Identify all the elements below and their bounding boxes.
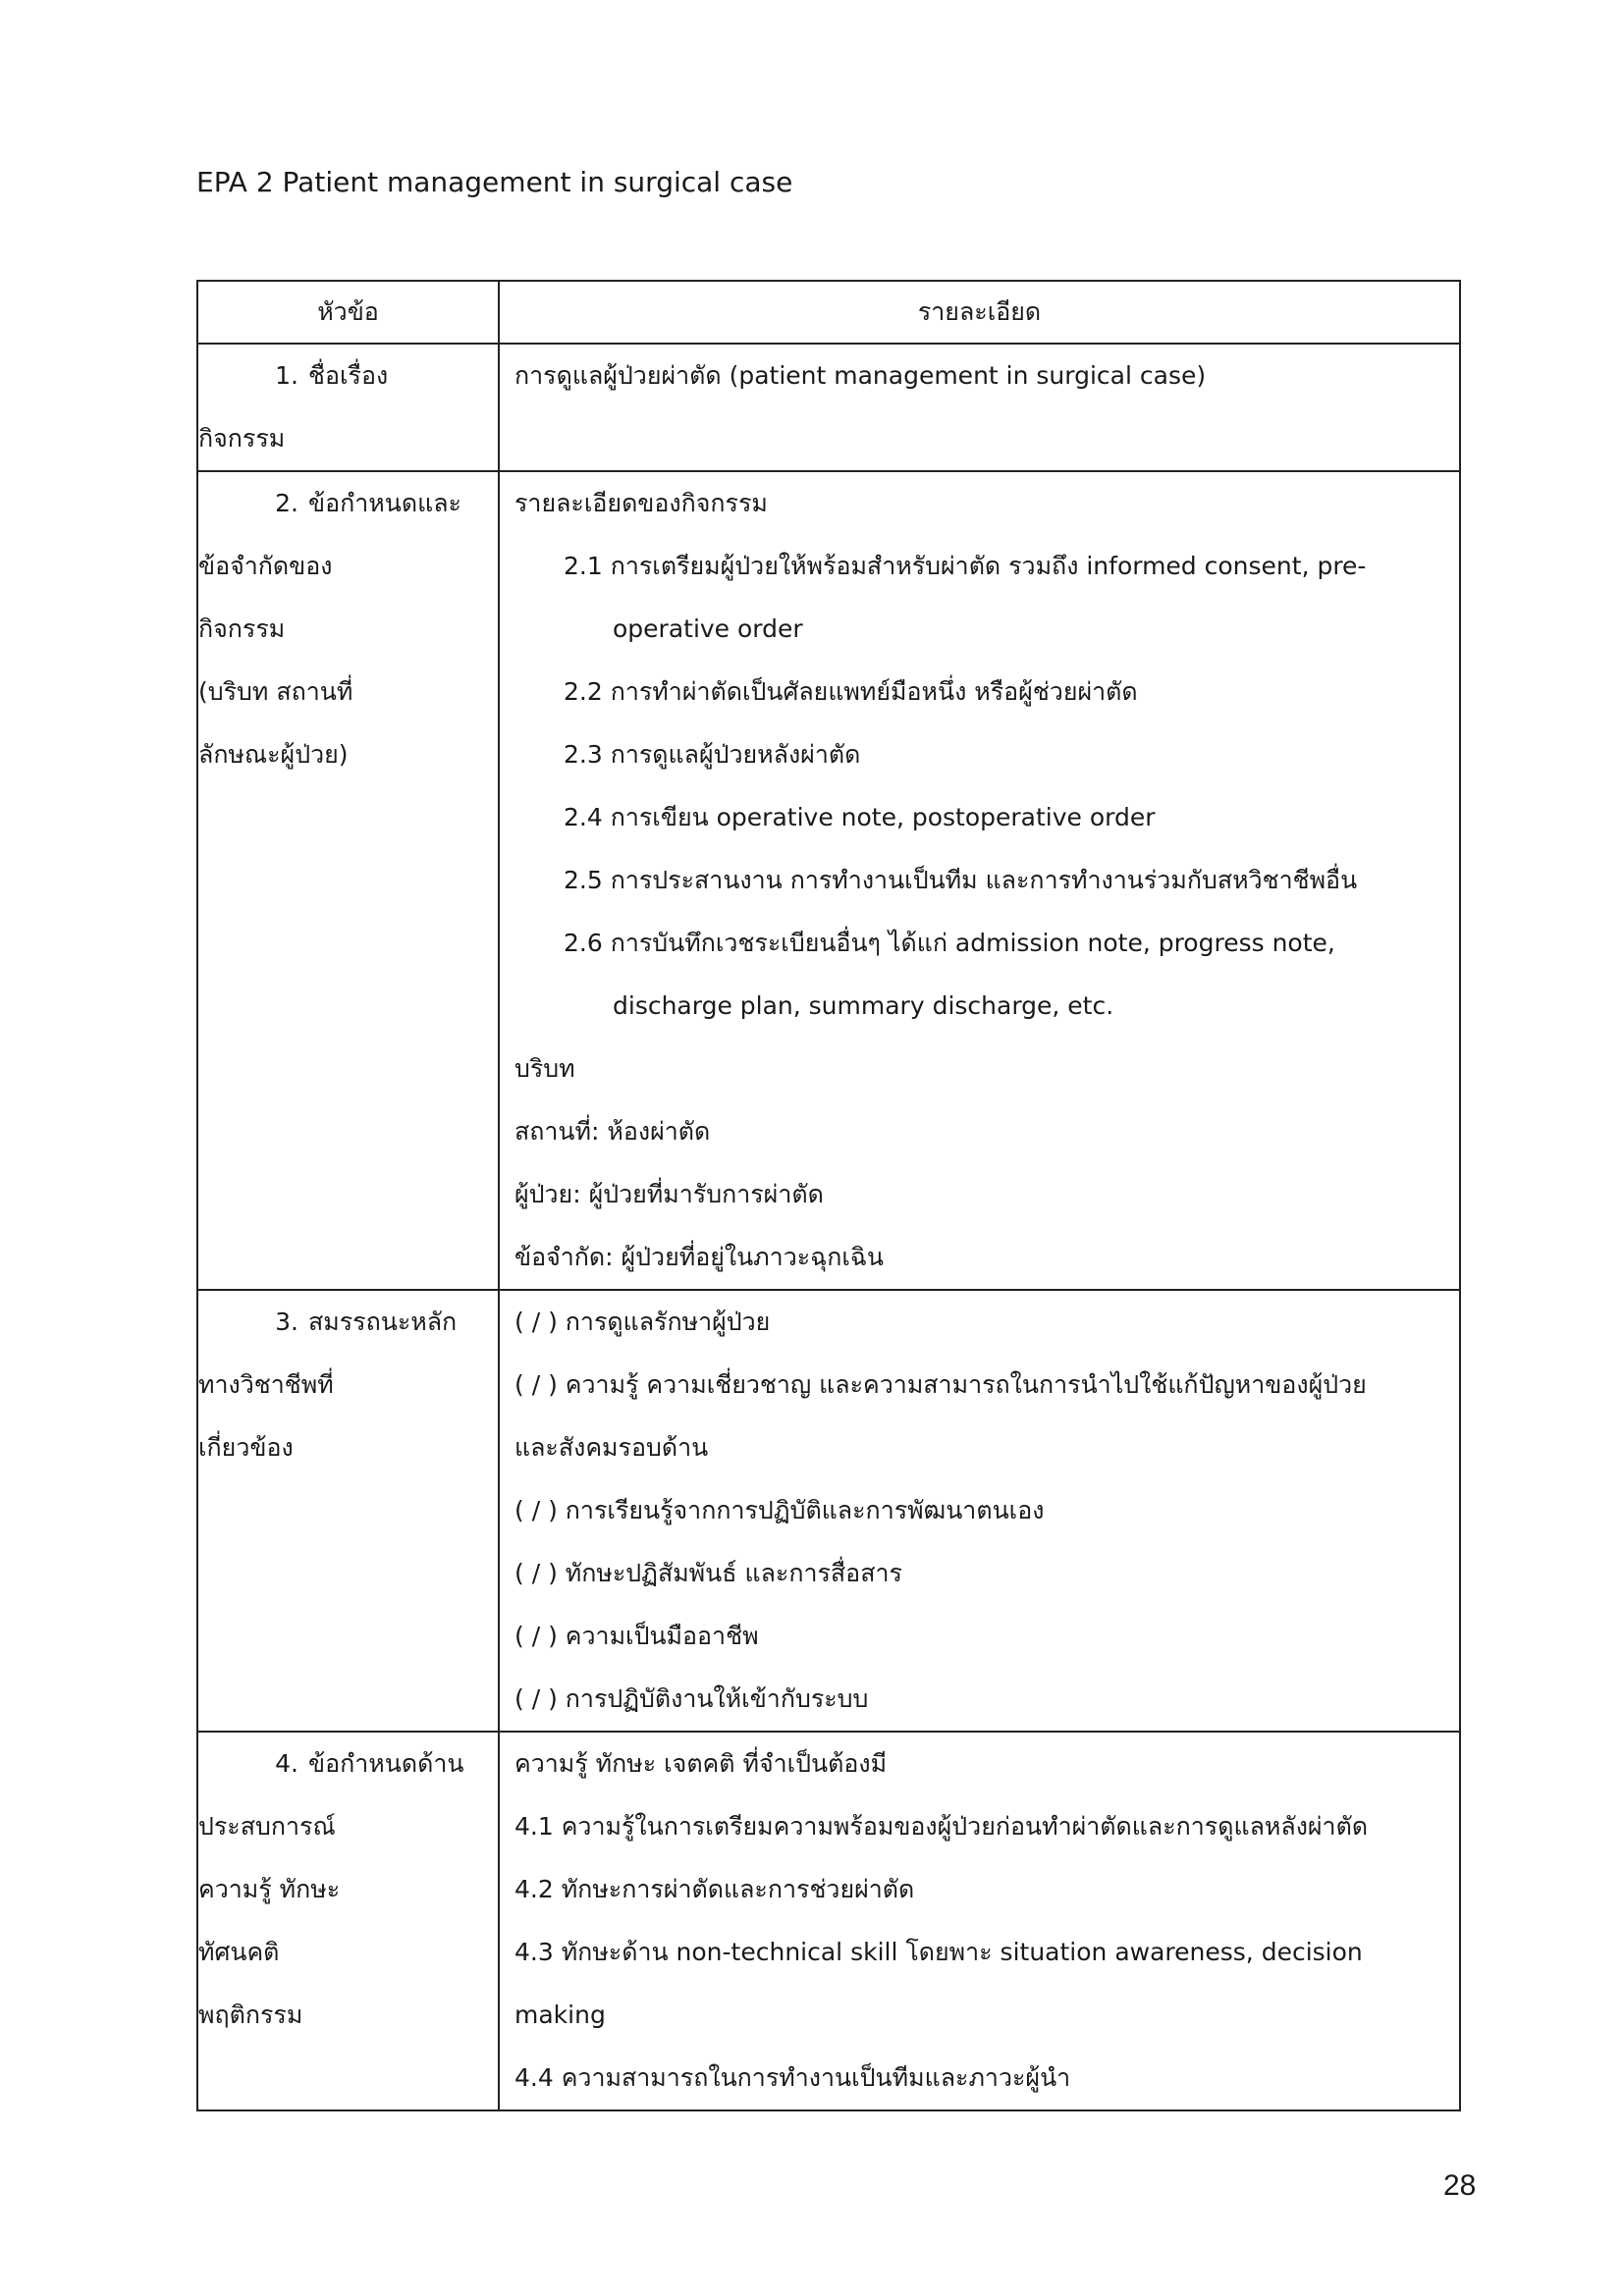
table-header-row — [197, 281, 1460, 344]
table-row — [197, 344, 1460, 471]
topic-first-line — [198, 1291, 498, 1354]
header-topic: หัวข้อ — [197, 281, 499, 344]
detail-line: ผู้ป่วย: ผู้ป่วยที่มารับการผ่าตัด — [514, 1180, 824, 1208]
topic-text: พฤติกรรม — [198, 2001, 303, 2029]
table-row — [197, 1290, 1460, 1732]
detail-line: ( / ) การเรียนรู้จากการปฏิบัติและการพัฒนาตนเอง — [514, 1496, 1045, 1524]
detail-line: การดูแลผู้ป่วยผ่าตัด (patient management in surgical case) — [514, 361, 1207, 390]
detail-line: รายละเอียดของกิจกรรม — [514, 489, 768, 517]
topic-text: ข้อจำกัดของ — [198, 552, 333, 580]
topic-text: กิจกรรม — [198, 614, 286, 643]
detail-cell — [499, 471, 1460, 1290]
detail-line: operative order — [613, 614, 803, 643]
topic-text: ชื่อเรื่อง — [308, 361, 389, 390]
topic-text: สมรรถนะหลัก — [308, 1308, 458, 1336]
topic-text: เกี่ยวข้อง — [198, 1433, 294, 1462]
detail-line: 2.4 การเขียน operative note, postoperative order — [564, 803, 1156, 831]
detail-line: 2.2 การทำผ่าตัดเป็นศัลยแพทย์มือหนึ่ง หรือผู้ช่วยผ่าตัด — [564, 677, 1138, 706]
topic-number: 4. — [275, 1749, 298, 1778]
topic-text: (บริบท สถานที่ — [198, 677, 353, 706]
topic-text: ความรู้ ทักษะ — [198, 1875, 341, 1903]
detail-line: 2.3 การดูแลผู้ป่วยหลังผ่าตัด — [564, 740, 861, 769]
detail-line: ( / ) ทักษะปฏิสัมพันธ์ และการสื่อสาร — [514, 1559, 902, 1587]
detail-line: ( / ) การดูแลรักษาผู้ป่วย — [514, 1308, 771, 1336]
topic-first-line — [198, 472, 498, 535]
detail-line: บริบท — [514, 1054, 575, 1083]
topic-text: ทางวิชาชีพที่ — [198, 1370, 334, 1399]
table-row — [197, 471, 1460, 1290]
detail-cell — [499, 1290, 1460, 1732]
detail-line: ( / ) ความเป็นมืออาชีพ — [514, 1622, 759, 1650]
topic-cell — [197, 1732, 499, 2110]
topic-cell — [197, 471, 499, 1290]
detail-line: ( / ) ความรู้ ความเชี่ยวชาญ และความสามารถในการนำไปใช้แก้ปัญหาของผู้ป่วย — [514, 1370, 1367, 1399]
detail-line: 4.2 ทักษะการผ่าตัดและการช่วยผ่าตัด — [514, 1875, 915, 1903]
topic-cell — [197, 1290, 499, 1732]
detail-line: making — [514, 2001, 606, 2029]
topic-first-line — [198, 345, 498, 407]
epa-table — [196, 280, 1461, 2111]
detail-line: และสังคมรอบด้าน — [514, 1433, 709, 1462]
detail-cell — [499, 344, 1460, 471]
topic-text: ข้อกำหนดด้าน — [308, 1749, 464, 1778]
detail-cell — [499, 1732, 1460, 2110]
page-number: 28 — [1443, 2169, 1477, 2202]
detail-line: ข้อจำกัด: ผู้ป่วยที่อยู่ในภาวะฉุกเฉิน — [514, 1243, 884, 1271]
topic-text: กิจกรรม — [198, 424, 286, 453]
detail-line: 4.4 ความสามารถในการทำงานเป็นทีมและภาวะผู้นำ — [514, 2063, 1071, 2092]
topic-text: ประสบการณ์ — [198, 1812, 336, 1841]
table-body — [197, 344, 1460, 2110]
topic-number: 2. — [275, 489, 298, 517]
detail-line: 4.1 ความรู้ในการเตรียมความพร้อมของผู้ป่วยก่อนทำผ่าตัดและการดูแลหลังผ่าตัด — [514, 1812, 1369, 1841]
detail-line: 2.6 การบันทึกเวชระเบียนอื่นๆ ได้แก่ admission note, progress note, — [564, 929, 1335, 957]
topic-text: ลักษณะผู้ป่วย) — [198, 740, 349, 769]
detail-line: discharge plan, summary discharge, etc. — [613, 991, 1114, 1020]
detail-line: สถานที่: ห้องผ่าตัด — [514, 1117, 711, 1146]
detail-line: ความรู้ ทักษะ เจตคติ ที่จำเป็นต้องมี — [514, 1749, 888, 1778]
topic-number: 1. — [275, 361, 298, 390]
detail-line: ( / ) การปฏิบัติงานให้เข้ากับระบบ — [514, 1684, 869, 1713]
page-title: EPA 2 Patient management in surgical case — [196, 166, 793, 198]
table-row — [197, 1732, 1460, 2110]
detail-line: 4.3 ทักษะด้าน non-technical skill โดยพาะ situation awareness, decision — [514, 1938, 1363, 1966]
topic-first-line — [198, 1733, 498, 1795]
topic-text: ทัศนคติ — [198, 1938, 280, 1966]
topic-number: 3. — [275, 1308, 298, 1336]
detail-line: 2.5 การประสานงาน การทำงานเป็นทีม และการทำงานร่วมกับสหวิชาชีพอื่น — [564, 866, 1358, 894]
detail-line: 2.1 การเตรียมผู้ป่วยให้พร้อมสำหรับผ่าตัด รวมถึง informed consent, pre- — [564, 552, 1367, 580]
topic-cell — [197, 344, 499, 471]
topic-text: ข้อกำหนดและ — [308, 489, 461, 517]
header-details: รายละเอียด — [499, 281, 1460, 344]
